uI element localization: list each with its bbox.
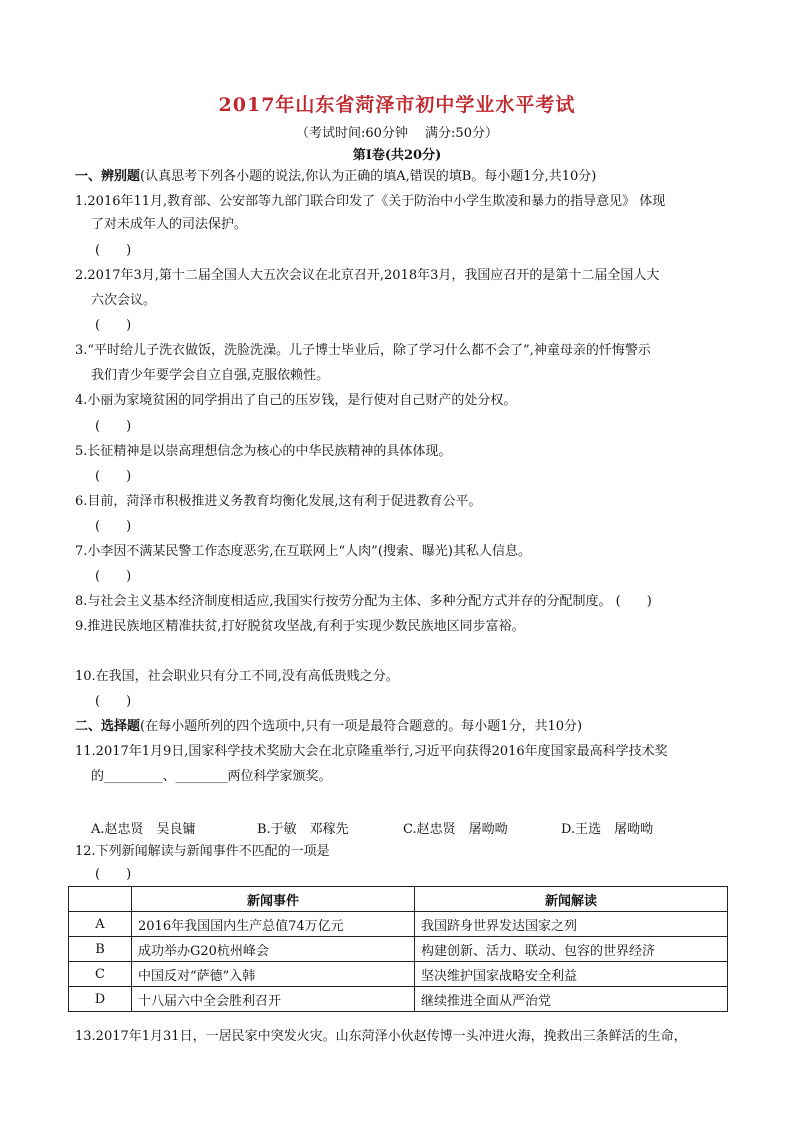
q1-line1: 1.2016年11月,教育部、公安部等九部门联合印发了《关于防治中小学生欺凌和暴力的指导意见》 体现	[75, 194, 666, 209]
table-header-blank	[69, 887, 132, 912]
q2-line1: 2.2017年3月,第十二届全国人大五次会议在北京召开,2018年3月，我国应召开的是第十二届全国人大	[75, 268, 660, 283]
q9-text: 9.推进民族地区精准扶贫,打好脱贫攻坚战,有利于实现少数民族地区同步富裕。	[75, 619, 525, 634]
table-row	[69, 937, 728, 962]
q3-line1: 3.“平时给儿子洗衣做饭，洗脸洗澡。儿子博士毕业后，除了学习什么都不会了”,神童母亲的忏悔警示	[75, 343, 651, 358]
q10-text: 10.在我国，社会职业只有分工不同,没有高低贵贱之分。	[75, 669, 399, 684]
q8-text: 8.与社会主义基本经济制度相适应,我国实行按劳分配为主体、多种分配方式并存的分配制度。 ( )	[75, 594, 652, 609]
section1-heading: 一、辨别题	[75, 169, 141, 184]
news-table	[68, 886, 728, 1012]
q13-text: 13.2017年1月31日，一居民家中突发火灾。山东菏泽小伙赵传博一头冲进火海，挽救出三条鲜活的生命，	[75, 1029, 687, 1044]
q4-answer-blank[interactable]: ( )	[95, 419, 132, 434]
q5-answer-blank[interactable]: ( )	[95, 469, 132, 484]
section2-heading: 二、选择题	[75, 719, 141, 734]
row-event: 中国反对“萨德”入韩	[132, 962, 415, 987]
row-label: D	[69, 987, 132, 1012]
paper-part-heading: 第Ⅰ卷(共20分)	[352, 148, 442, 163]
row-reading: 继续推进全面从严治党	[415, 987, 728, 1012]
q11-option-c[interactable]: C.赵忠贤 屠呦呦	[403, 822, 508, 837]
row-reading: 我国跻身世界发达国家之列	[415, 912, 728, 937]
table-row	[69, 912, 728, 937]
table-header-reading: 新闻解读	[415, 887, 728, 912]
row-label: A	[69, 912, 132, 937]
row-label: B	[69, 937, 132, 962]
q1-line2: 了对未成年人的司法保护。	[91, 217, 248, 232]
section1-heading-line	[75, 168, 596, 186]
row-event: 成功举办G20杭州峰会	[132, 937, 415, 962]
row-event: 十八届六中全会胜利召开	[132, 987, 415, 1012]
q11-option-b[interactable]: B.于敏 邓稼先	[257, 822, 349, 837]
q11-line1: 11.2017年1月9日,国家科学技术奖励大会在北京隆重举行,习近平向获得2016年度国家最高科学技术奖	[75, 744, 668, 759]
q11-line2: 的_________、________两位科学家颁奖。	[91, 769, 332, 784]
q6-answer-blank[interactable]: ( )	[95, 519, 132, 534]
section1-instruction: (认真思考下列各小题的说法,你认为正确的填A,错误的填B。每小题1分,共10分)	[140, 169, 597, 184]
q7-answer-blank[interactable]: ( )	[95, 569, 132, 584]
row-reading: 构建创新、活力、联动、包容的世界经济	[415, 937, 728, 962]
q2-answer-blank[interactable]: ( )	[95, 318, 132, 333]
q7-text: 7.小李因不满某民警工作态度恶劣,在互联网上“人肉”(搜索、曝光)其私人信息。	[75, 544, 531, 559]
q5-text: 5.长征精神是以崇高理想信念为核心的中华民族精神的具体体现。	[75, 444, 452, 459]
q2-line2: 六次会议。	[91, 293, 157, 308]
q11-option-d[interactable]: D.王选 屠呦呦	[561, 822, 654, 837]
row-label: C	[69, 962, 132, 987]
q1-answer-blank[interactable]: ( )	[95, 243, 132, 258]
q11-option-a[interactable]: A.赵忠贤 吴良镛	[91, 822, 196, 837]
row-event: 2016年我国国内生产总值74万亿元	[132, 912, 415, 937]
table-header-event: 新闻事件	[132, 887, 415, 912]
q6-text: 6.目前，菏泽市积极推进义务教育均衡化发展,这有利于促进教育公平。	[75, 494, 482, 509]
section2-heading-line	[75, 718, 582, 736]
q10-answer-blank[interactable]: ( )	[95, 694, 132, 709]
exam-title: 2017年山东省菏泽市初中学业水平考试	[218, 94, 576, 116]
q12-answer-blank[interactable]: ( )	[95, 867, 132, 882]
table-row	[69, 962, 728, 987]
table-row	[69, 987, 728, 1012]
q12-text: 12.下列新闻解读与新闻事件不匹配的一项是	[75, 844, 330, 859]
table-header-row	[69, 887, 728, 912]
q3-line2: 我们青少年要学会自立自强,克服依赖性。	[91, 368, 330, 383]
row-reading: 坚决维护国家战略安全利益	[415, 962, 728, 987]
q4-text: 4.小丽为家境贫困的同学捐出了自己的压岁钱，是行使对自己财产的处分权。	[75, 393, 517, 408]
section2-instruction: (在每小题所列的四个选项中,只有一项是最符合题意的。每小题1分，共10分)	[140, 719, 583, 734]
exam-subtitle: （考试时间:60分钟 满分:50分）	[296, 126, 498, 141]
